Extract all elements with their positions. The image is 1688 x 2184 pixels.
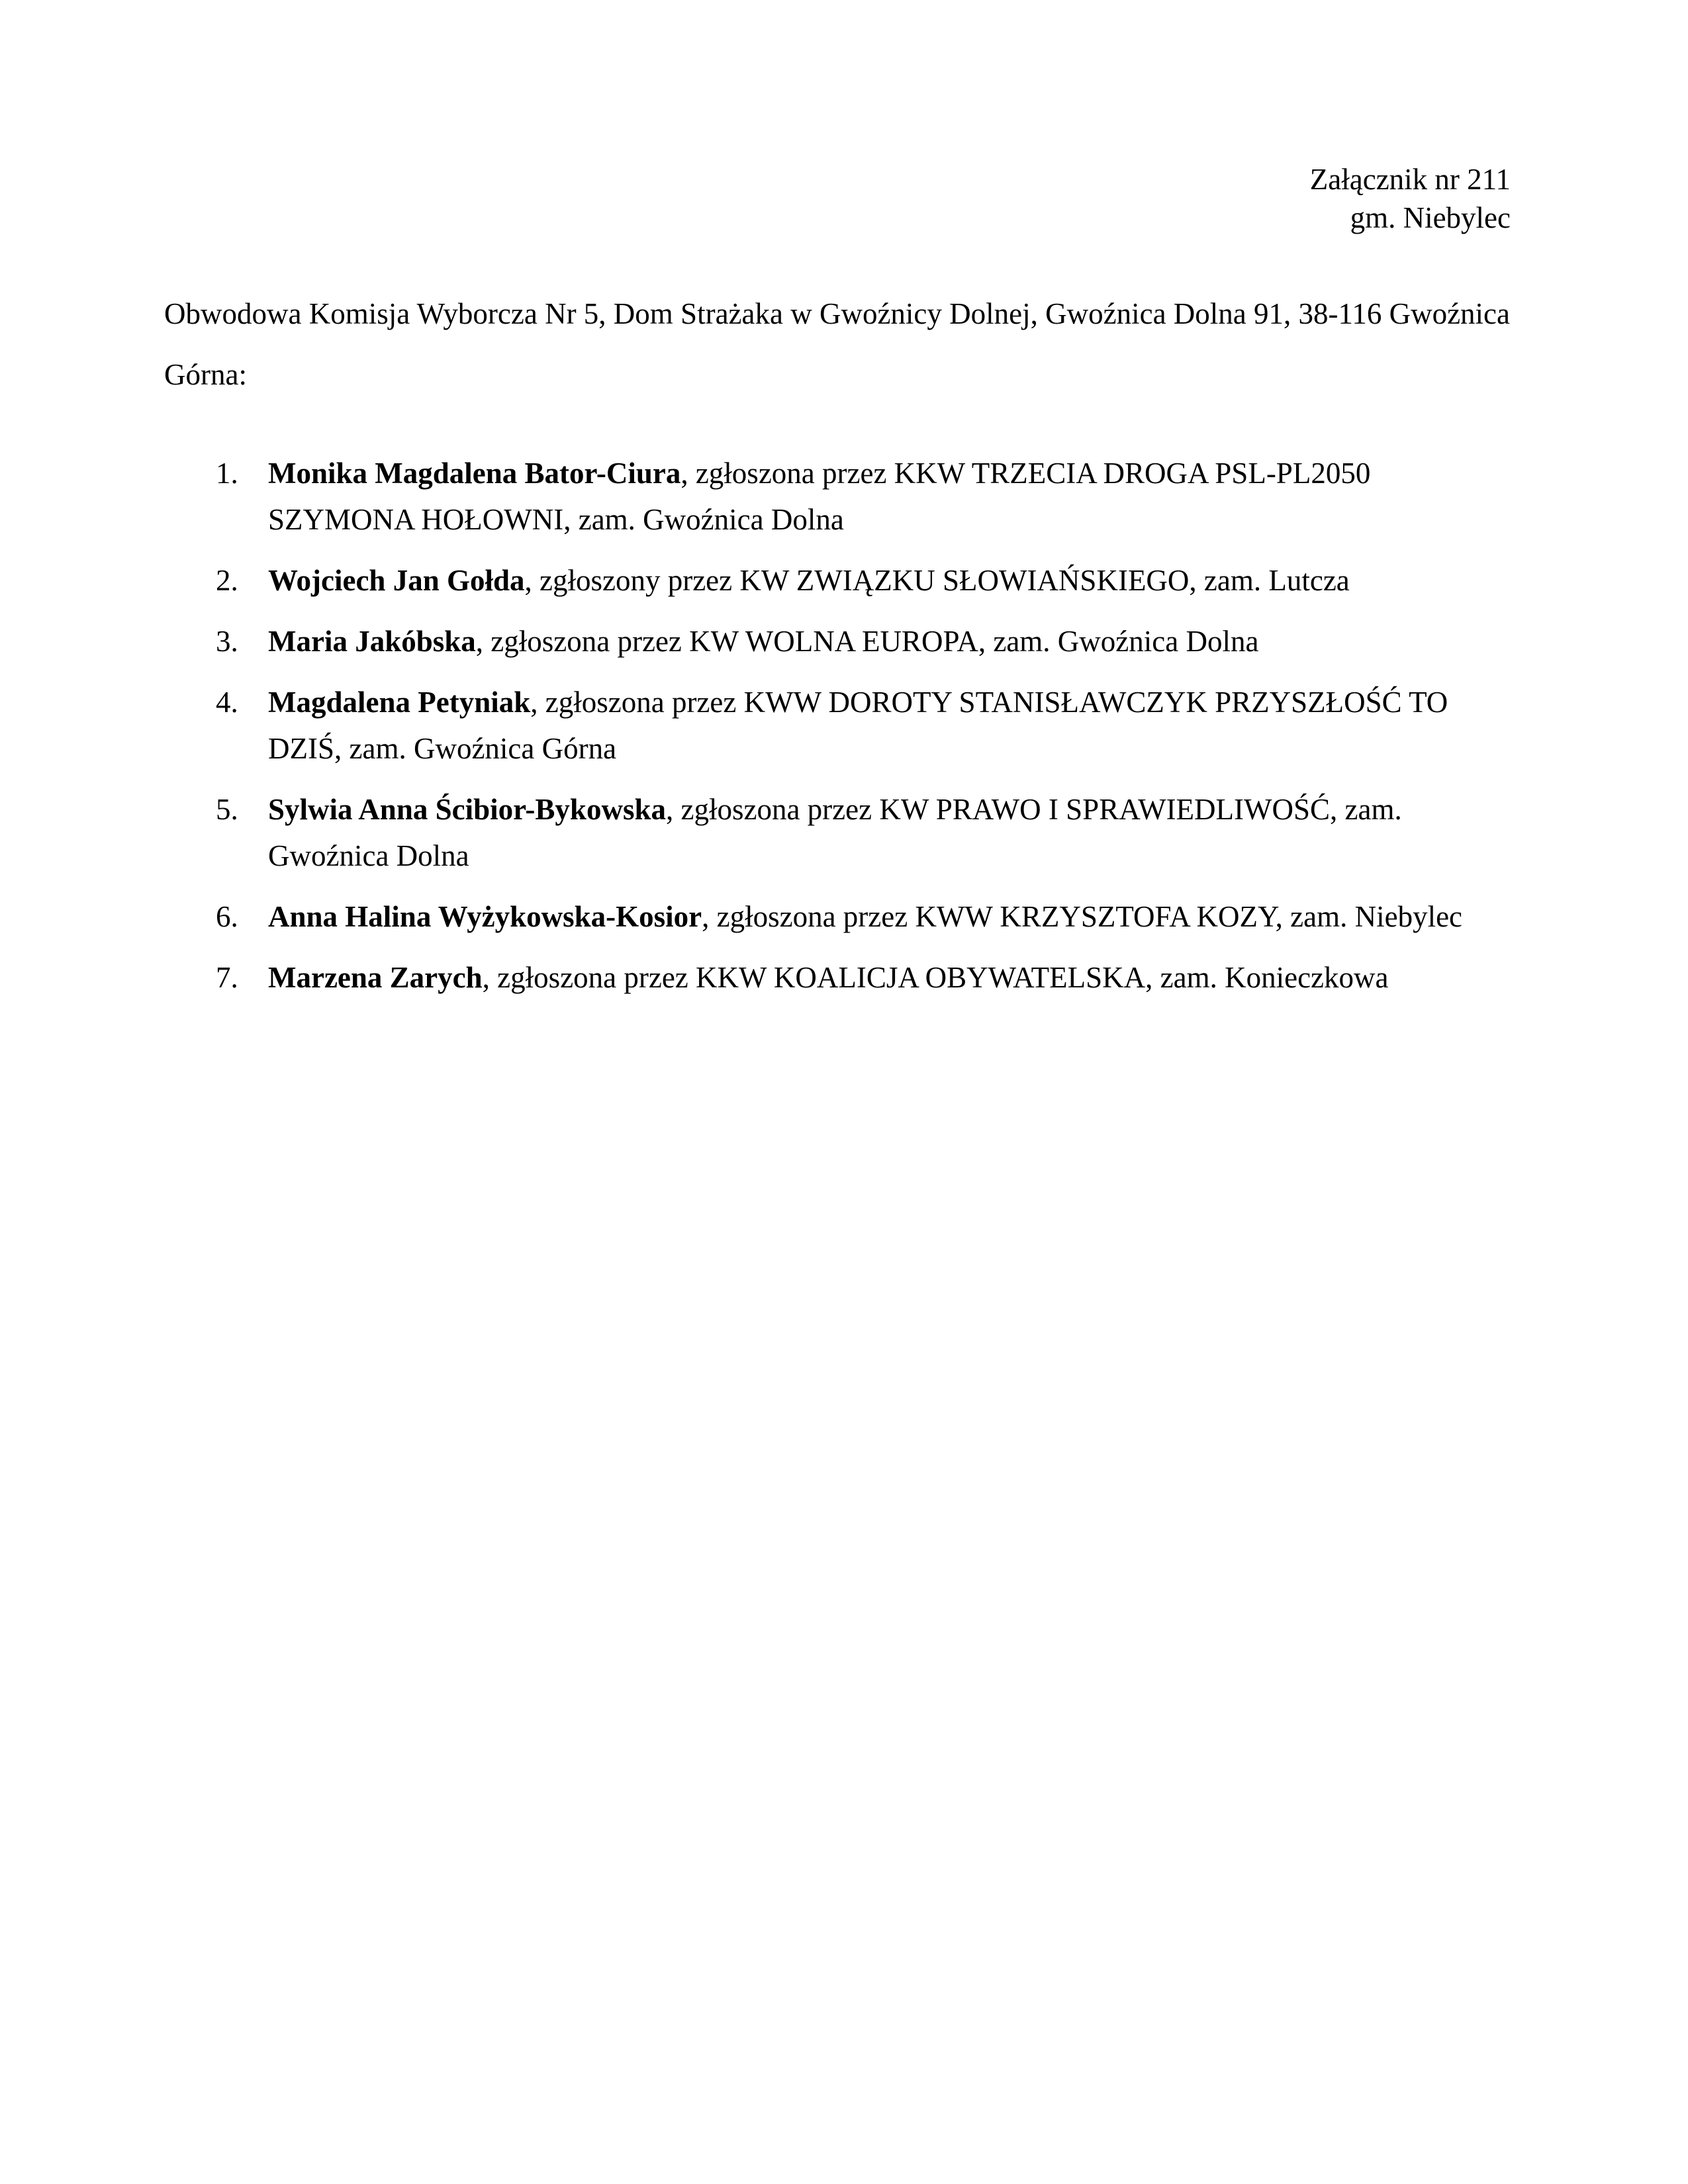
member-name: Anna Halina Wyżykowska-Kosior (268, 900, 702, 933)
list-number: 2. (216, 564, 238, 597)
list-number: 5. (216, 793, 238, 826)
list-item (164, 618, 1521, 664)
list-item (164, 786, 1521, 879)
members-list (164, 450, 1521, 1015)
member-name: Sylwia Anna Ścibior-Bykowska (268, 793, 666, 826)
member-details: , zgłoszona przez KKW KOALICJA OBYWATELSKA, zam. Konieczkowa (482, 961, 1389, 994)
list-item (164, 679, 1521, 772)
member-name: Magdalena Petyniak (268, 686, 531, 719)
member-details: , zgłoszona przez KW WOLNA EUROPA, zam. Gwoźnica Dolna (475, 625, 1259, 658)
list-item (164, 893, 1521, 940)
list-number: 7. (216, 961, 238, 994)
member-details: , zgłoszona przez KKW TRZECIA DROGA PSL-PL2050 SZYMONA HOŁOWNI, zam. Gwoźnica Dolna (268, 457, 1371, 536)
member-name: Maria Jakóbska (268, 625, 476, 658)
list-item (164, 954, 1521, 1001)
member-details: , zgłoszony przez KW ZWIĄZKU SŁOWIAŃSKIEGO, zam. Lutcza (524, 564, 1350, 597)
list-number: 4. (216, 686, 238, 719)
list-item (164, 450, 1521, 543)
member-details: , zgłoszona przez KWW KRZYSZTOFA KOZY, zam. Niebylec (702, 900, 1463, 933)
list-number: 1. (216, 457, 238, 490)
list-number: 6. (216, 900, 238, 933)
member-details: , zgłoszona przez KWW DOROTY STANISŁAWCZYK PRZYSZŁOŚĆ TO DZIŚ, zam. Gwoźnica Górna (268, 686, 1448, 765)
member-name: Monika Magdalena Bator-Ciura (268, 457, 681, 490)
attachment-number: Załącznik nr 211 (1309, 163, 1511, 196)
member-name: Marzena Zarych (268, 961, 483, 994)
list-item (164, 557, 1521, 604)
municipality-name: gm. Niebylec (1350, 201, 1511, 234)
member-details: , zgłoszona przez KW PRAWO I SPRAWIEDLIWOŚĆ, zam. Gwoźnica Dolna (268, 793, 1402, 872)
attachment-header (1310, 160, 1511, 237)
member-name: Wojciech Jan Gołda (268, 564, 525, 597)
committee-description: Obwodowa Komisja Wyborcza Nr 5, Dom Strażaka w Gwoźnicy Dolnej, Gwoźnica Dolna 91, 38-116 Gwoźnica Górna: (164, 297, 1510, 391)
list-number: 3. (216, 625, 238, 658)
